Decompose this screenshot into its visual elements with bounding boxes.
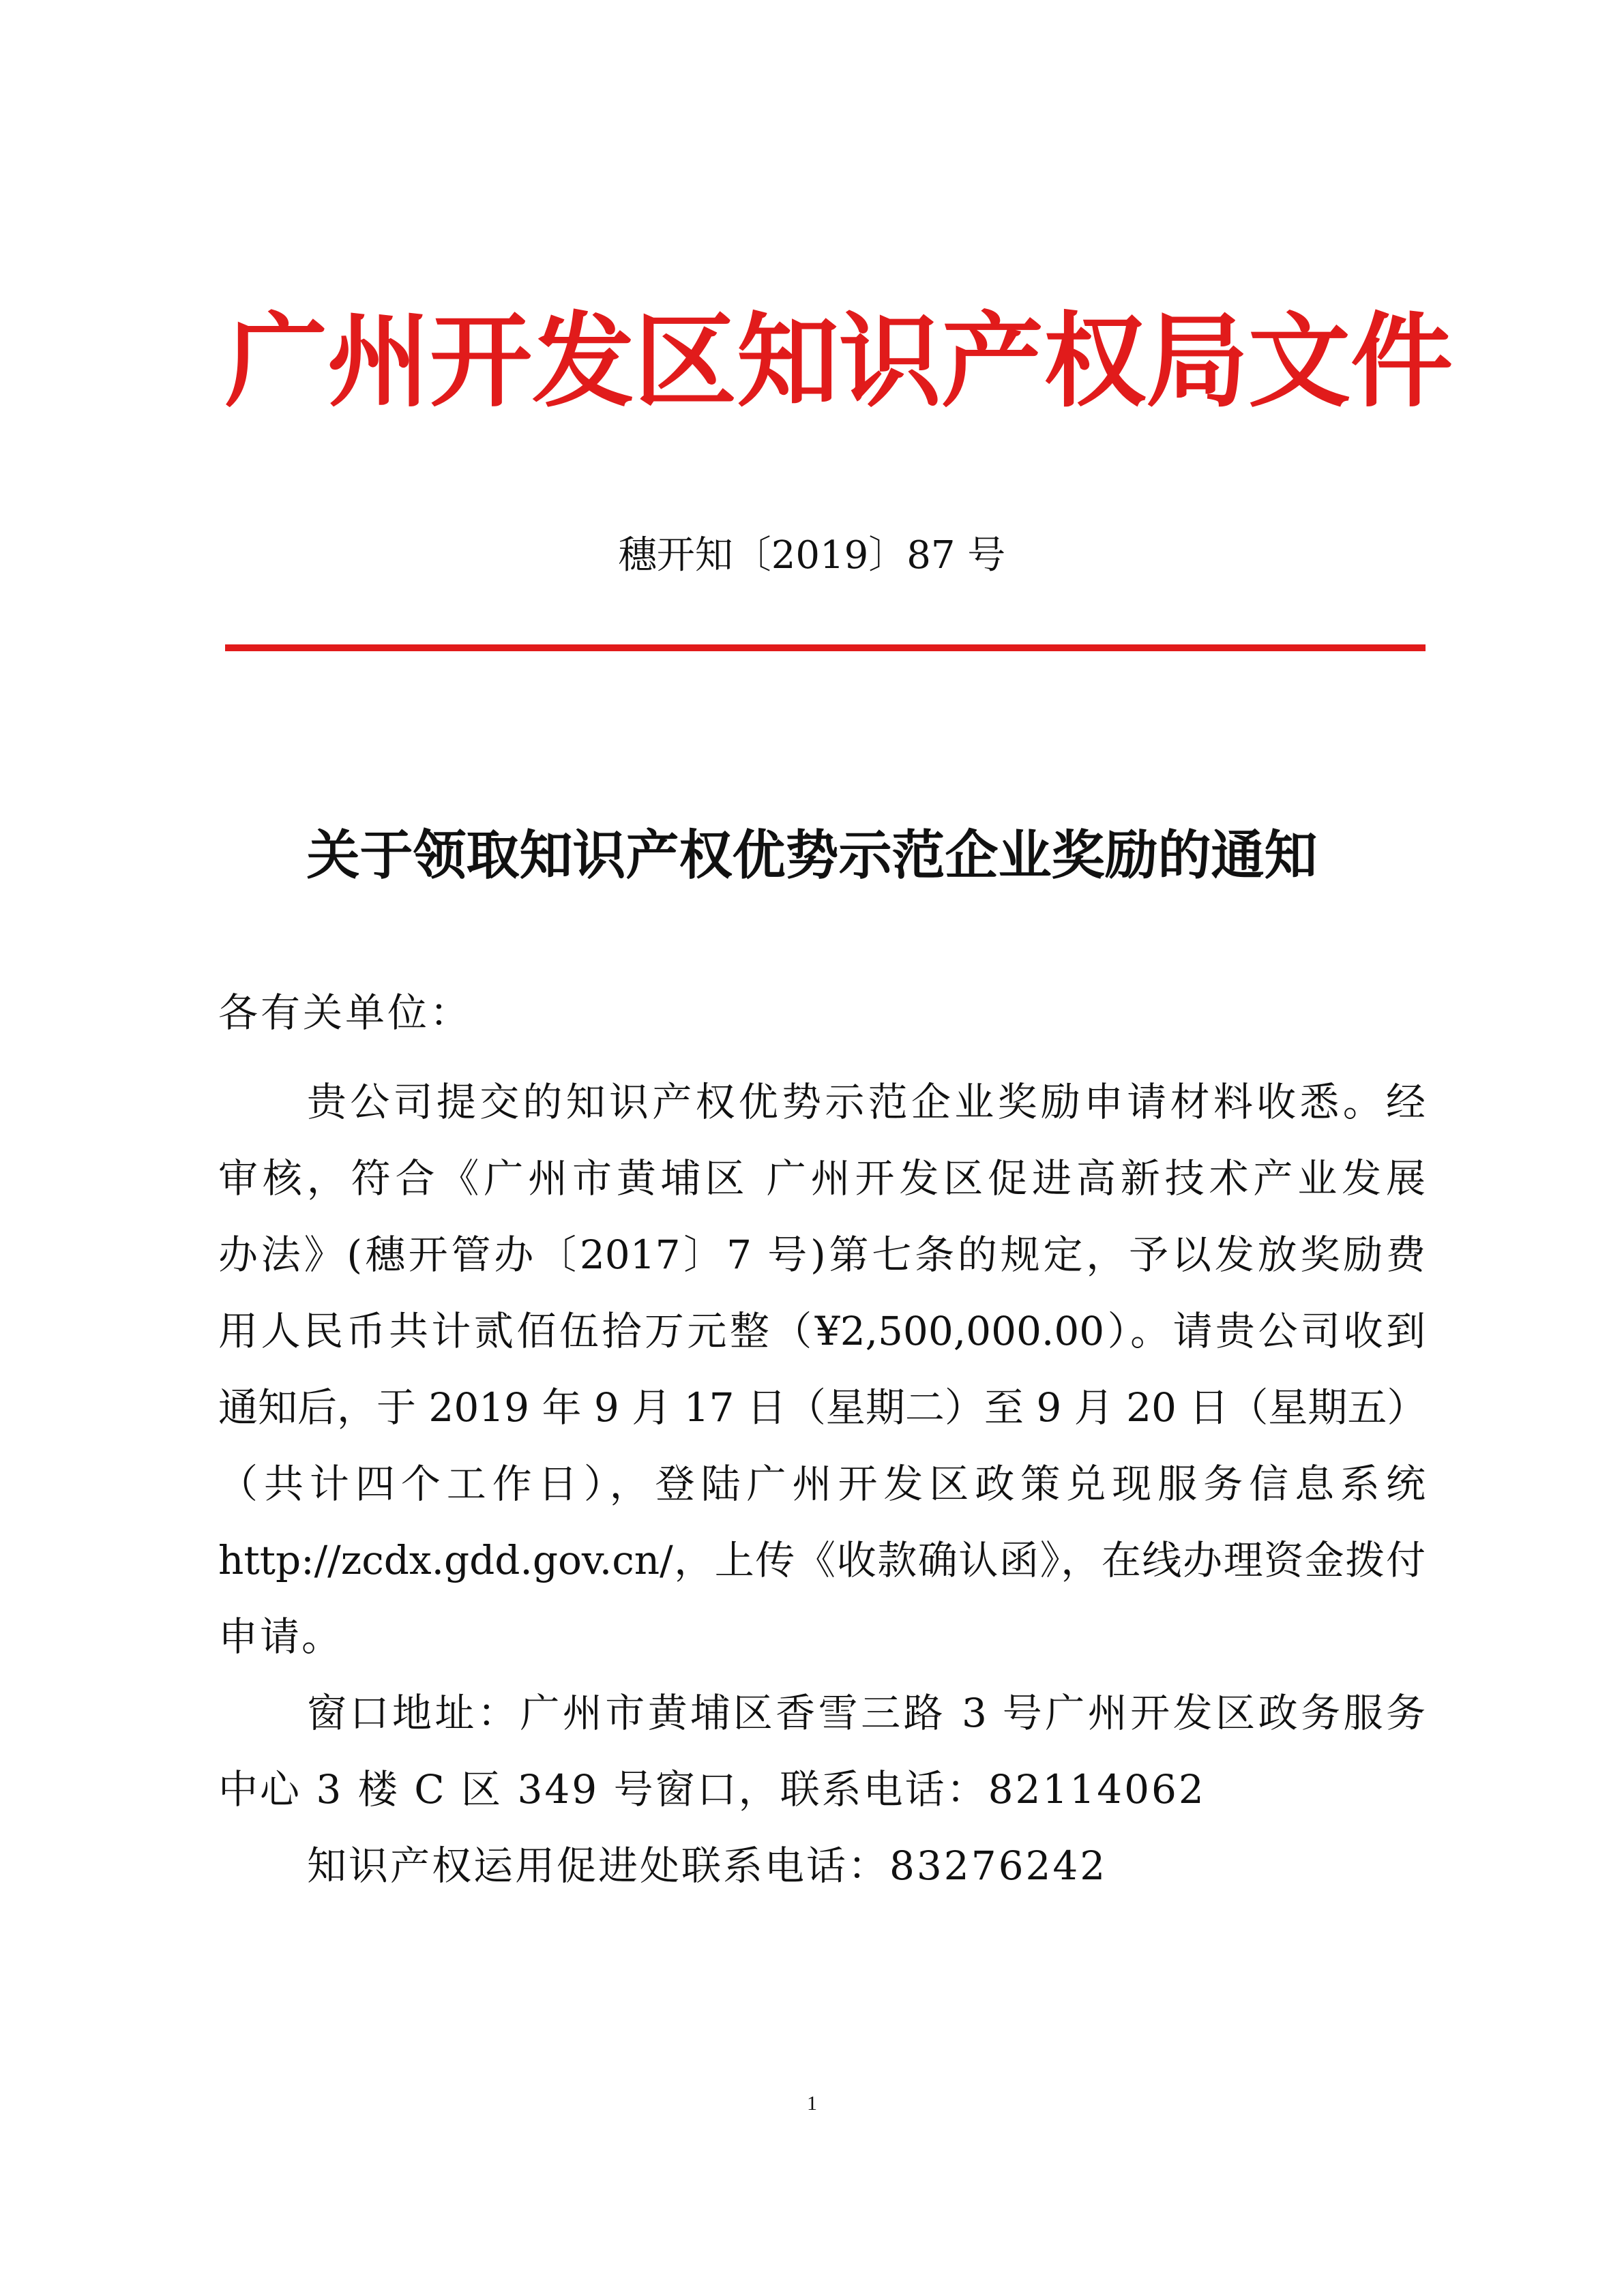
body-line: 办法》(穗开管办〔2017〕7 号)第七条的规定，予以发放奖励费 [218,1232,1426,1278]
window-address-line: 窗口地址：广州市黄埔区香雪三路 3 号广州开发区政务服务 [307,1690,1426,1736]
body-line: 申请。 [218,1613,344,1660]
body-line: （共计四个工作日），登陆广州开发区政策兑现服务信息系统 [218,1461,1426,1507]
body-line: 用人民币共计贰佰伍拾万元整（¥2,500,000.00）。请贵公司收到 [218,1308,1426,1354]
body-line: 贵公司提交的知识产权优势示范企业奖励申请材料收悉。经 [307,1079,1426,1125]
issuer-title: 广州开发区知识产权局文件 [225,301,1453,421]
red-divider-line [225,644,1426,651]
salutation: 各有关单位： [218,989,473,1036]
body-line: 审核，符合《广州市黄埔区 广州开发区促进高新技术产业发展 [218,1155,1426,1202]
notice-title: 关于领取知识产权优势示范企业奖励的通知 [306,824,1318,886]
notice-body [218,1064,1426,1904]
body-line: 通知后，于 2019 年 9 月 17 日（星期二）至 9 月 20 日（星期五） [218,1384,1427,1431]
contact-phone-line: 知识产权运用促进处联系电话：83276242 [307,1843,1108,1889]
body-line-url: http://zcdx.gdd.gov.cn/，上传《收款确认函》，在线办理资金拨付 [218,1537,1426,1583]
page-number: 1 [807,2092,817,2115]
window-address-line: 中心 3 楼 C 区 349 号窗口，联系电话：82114062 [218,1766,1206,1813]
document-number: 穗开知〔2019〕87 号 [618,533,1006,578]
